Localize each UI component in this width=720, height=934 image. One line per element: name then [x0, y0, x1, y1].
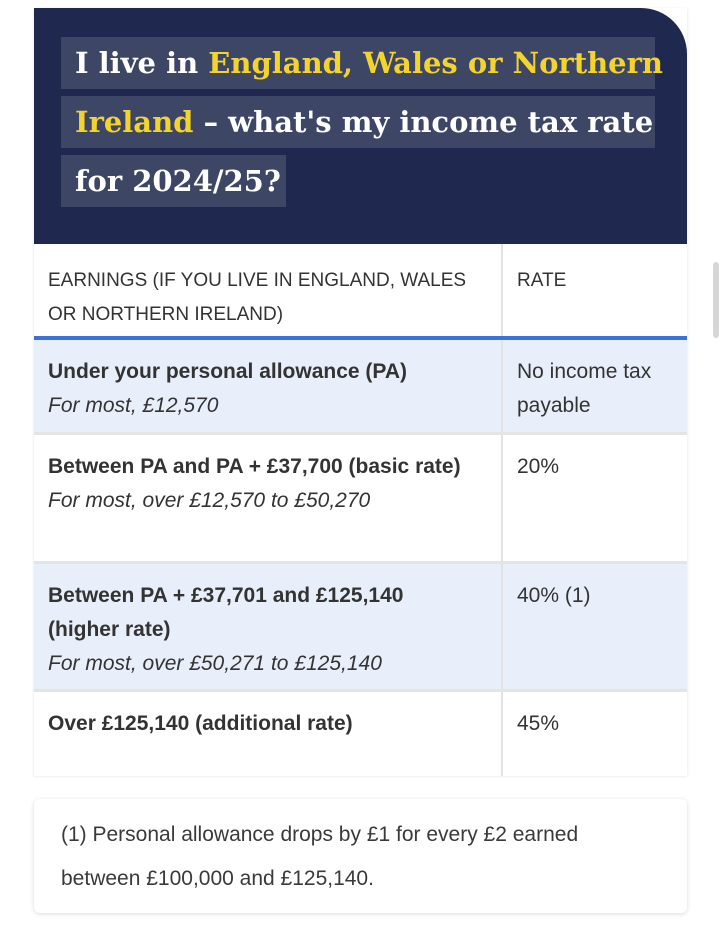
table-row: [34, 435, 687, 564]
table-row: [34, 692, 687, 776]
title-prefix: I live in: [75, 46, 209, 80]
rate-column-header: RATE: [517, 270, 567, 291]
rate-value: No income tax payable: [517, 360, 652, 417]
earnings-text: [48, 450, 468, 518]
header-cell-rate: [503, 244, 687, 336]
band-detail: For most, £12,570: [48, 394, 219, 417]
title-highlight-region-end: Ireland: [75, 105, 194, 139]
earnings-text: [48, 707, 488, 741]
earnings-column-header: EARNINGS (IF YOU LIVE IN ENGLAND, WALES OR NORTHERN IRELAND): [48, 270, 467, 325]
band-label: Between PA + £37,701 and £125,140 (higher rate): [48, 584, 404, 641]
earnings-cell: [34, 692, 501, 776]
table-header-row: [34, 244, 687, 340]
rate-cell: [503, 564, 687, 689]
rate-cell: [503, 435, 687, 561]
table-row: [34, 564, 687, 692]
band-label: Under your personal allowance (PA): [48, 360, 408, 383]
rate-value: 40% (1): [517, 584, 591, 607]
title-line-1: [61, 37, 663, 89]
earnings-text: [48, 579, 468, 681]
title-year: for 2024/25?: [75, 164, 281, 198]
rate-value: 45%: [517, 712, 560, 735]
earnings-cell: [34, 435, 501, 561]
earnings-cell: [34, 564, 501, 689]
earnings-text: [48, 355, 488, 423]
tax-rate-card: [34, 8, 687, 775]
rate-cell: [503, 692, 687, 776]
band-detail: For most, over £50,271 to £125,140: [48, 652, 382, 675]
footnote-box: [34, 799, 687, 913]
tax-rate-table: [34, 244, 687, 776]
earnings-cell: [34, 340, 501, 432]
band-detail: For most, over £12,570 to £50,270: [48, 489, 371, 512]
scrollbar-thumb[interactable]: [713, 262, 719, 338]
band-label: Over £125,140 (additional rate): [48, 712, 353, 735]
title-line-2: [61, 96, 655, 148]
rate-cell: [503, 340, 687, 432]
title-line-3: [61, 155, 286, 207]
rate-value: 20%: [517, 455, 560, 478]
header-cell-earnings: [34, 244, 501, 336]
table-row: [34, 340, 687, 435]
band-label: Between PA and PA + £37,700 (basic rate): [48, 455, 461, 478]
card-header: [34, 8, 687, 244]
title-question: – what's my income tax rate: [193, 105, 654, 139]
footnote-text: (1) Personal allowance drops by £1 for every £2 earned between £100,000 and £125,140.: [61, 823, 579, 890]
title-highlight-region: England, Wales or Northern: [208, 46, 663, 80]
